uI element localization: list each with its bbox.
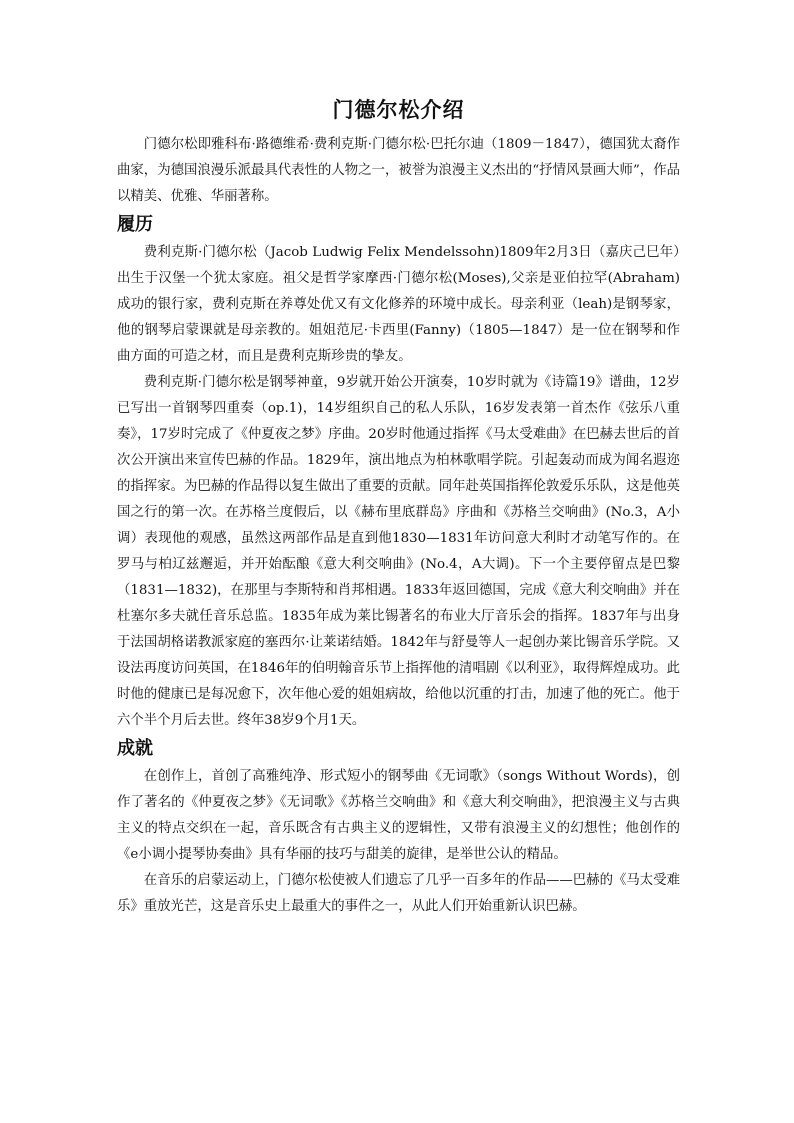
- achievements-paragraph-1: 在创作上，首创了高雅纯净、形式短小的钢琴曲《无词歌》（songs Without Words)，创作了著名的《仲夏夜之梦》《无词歌》《苏格兰交响曲》和《意大利交响曲》，把浪漫主义与古典主义的特点交织在一起，音乐既含有古典主义的逻辑性，又带有浪漫主义的幻想性；他创作的《e小调小提琴协奏曲》具有华丽的技巧与甜美的旋律，是举世公认的精品。: [117, 769, 680, 862]
- achievements-paragraph-2: 在音乐的启蒙运动上，门德尔松使被人们遗忘了几乎一百多年的作品——巴赫的《马太受难乐》重放光芒，这是音乐史上最重大的事件之一，从此人们开始重新认识巴赫。: [117, 873, 680, 914]
- document-page: [117, 92, 680, 920]
- section-heading-achievements: 成就: [117, 738, 153, 759]
- biography-paragraph-1: 费利克斯·门德尔松（Jacob Ludwig Felix Mendelssohn)1809年2月3日（嘉庆己巳年）出生于汉堡一个犹太家庭。祖父是哲学家摩西·门德尔松(Moses),父亲是亚伯拉罕(Abraham)成功的银行家，费利克斯在养尊处优又有文化修养的环境中成长。母亲利亚（leah)是钢琴家，他的钢琴启蒙课就是母亲教的。姐姐范尼·卡西里(Fanny)（1805—1847）是一位在钢琴和作曲方面的可造之材，而且是费利克斯珍贵的挚友。: [117, 245, 680, 364]
- biography-paragraph-2: 费利克斯·门德尔松是钢琴神童，9岁就开始公开演奏，10岁时就为《诗篇19》谱曲，12岁已写出一首钢琴四重奏（op.1)，14岁组织自己的私人乐队，16岁发表第一首杰作《弦乐八重奏》，17岁时完成了《仲夏夜之梦》序曲。20岁时他通过指挥《马太受难曲》在巴赫去世后的首次公开演出来宣传巴赫的作品。1829年，演出地点为柏林歌唱学院。引起轰动而成为闻名遐迩的指挥家。为巴赫的作品得以复生做出了重要的贡献。同年赴英国指挥伦敦爱乐乐队，这是他英国之行的第一次。在苏格兰度假后，以《赫布里底群岛》序曲和《苏格兰交响曲》(No.3，A小调）表现他的观感，虽然这两部作品是直到他1830—1831年访问意大利时才动笔写作的。在罗马与柏辽兹邂逅，并开始酝酿《意大利交响曲》(No.4，A大调)。下一个主要停留点是巴黎（1831—1832)，在那里与李斯特和肖邦相遇。1833年返回德国，完成《意大利交响曲》并在杜塞尔多夫就任音乐总监。1835年成为莱比锡著名的布业大厅音乐会的指挥。1837年与出身于法国胡格诺教派家庭的塞西尔·让莱诺结婚。1842年与舒曼等人一起创办莱比锡音乐学院。又设法再度访问英国，在1846年的伯明翰音乐节上指挥他的清唱剧《以利亚》，取得辉煌成功。此时他的健康已是每况愈下，次年他心爱的姐姐病故，给他以沉重的打击，加速了他的死亡。他于六个半个月后去世。终年38岁9个月1天。: [117, 375, 681, 728]
- document-title: 门德尔松介绍: [332, 97, 465, 122]
- intro-paragraph: 门德尔松即雅科布·路德维希·费利克斯·门德尔松·巴托尔迪（1809－1847），德国犹太裔作曲家，为德国浪漫乐派最具代表性的人物之一，被誉为浪漫主义杰出的“抒情风景画大师”，作品以精美、优雅、华丽著称。: [117, 137, 680, 204]
- section-heading-biography: 履历: [117, 214, 153, 235]
